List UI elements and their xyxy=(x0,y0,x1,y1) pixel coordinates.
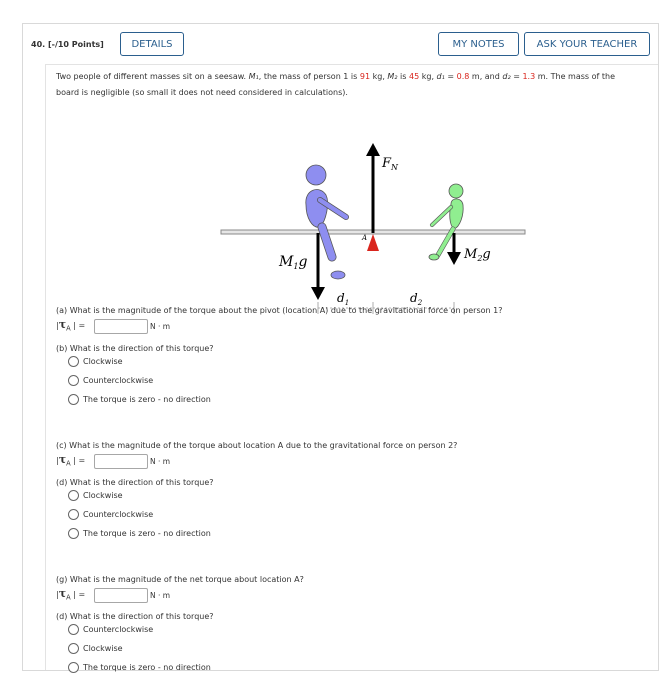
fn-label: $F_N$ xyxy=(382,156,399,172)
question-body xyxy=(45,64,658,670)
problem-statement: Two people of different masses sit on a seesaw. M₁, the mass of person 1 is 91 kg, M₂ is 45 kg, d₁ = 0.8 m, and d₂ = 1.3 m. The mass of the board is negligible (so small it does not need considered in calculations). xyxy=(56,72,616,97)
part-b-radio-3[interactable] xyxy=(68,394,79,405)
m2g-label: $M_2g$ xyxy=(464,247,491,263)
part-c-input[interactable] xyxy=(94,454,148,469)
seesaw-diagram xyxy=(166,105,506,307)
part-d2-radio-2[interactable] xyxy=(68,643,79,654)
person-2-figure xyxy=(429,184,463,260)
part-d-option-3: The torque is zero - no direction xyxy=(83,529,211,538)
details-button[interactable]: DETAILS xyxy=(120,32,184,56)
part-b-question: (b) What is the direction of this torque? xyxy=(56,344,214,353)
tau-a-symbol: $|\tau_A$ | = xyxy=(56,318,86,333)
m1-value: 91 xyxy=(359,72,371,81)
part-a-input[interactable] xyxy=(94,319,148,334)
question-card xyxy=(22,23,659,671)
d2-label: $d_2$ xyxy=(410,291,423,307)
my-notes-button[interactable]: MY NOTES xyxy=(438,32,519,56)
part-c-unit: N · m xyxy=(150,457,171,466)
m1g-label: $M_1g$ xyxy=(279,254,308,271)
m2-value: 45 xyxy=(409,72,420,81)
part-b-option-3: The torque is zero - no direction xyxy=(83,395,211,404)
d1-label: $d_1$ xyxy=(337,291,350,307)
part-b-option-2: Counterclockwise xyxy=(83,376,154,385)
part-d-radio-1[interactable] xyxy=(68,490,79,501)
question-number xyxy=(31,40,104,49)
person-1-figure xyxy=(306,165,346,279)
part-d2-radio-1[interactable] xyxy=(68,624,79,635)
part-g-question: (g) What is the magnitude of the net torque about location A? xyxy=(56,575,304,584)
part-g-input[interactable] xyxy=(94,588,148,603)
part-a-question: (a) What is the magnitude of the torque about the pivot (location A) due to the gravitational force on person 1? xyxy=(56,306,503,315)
question-number-text: 40. xyxy=(31,40,46,49)
points-label: [-/10 Points] xyxy=(47,40,104,49)
part-d2-option-2: Clockwise xyxy=(83,644,123,653)
part-d2-question: (d) What is the direction of this torque? xyxy=(56,612,214,621)
part-d-radio-3[interactable] xyxy=(68,528,79,539)
part-a-unit: N · m xyxy=(150,322,171,331)
part-d-option-1: Clockwise xyxy=(83,491,123,500)
part-g-unit: N · m xyxy=(150,591,171,600)
part-d2-radio-3[interactable] xyxy=(68,662,79,673)
question-header xyxy=(23,24,658,64)
part-d-option-2: Counterclockwise xyxy=(83,510,154,519)
part-b-option-1: Clockwise xyxy=(83,357,123,366)
d2-value: 1.3 xyxy=(522,72,536,81)
pivot-label: A xyxy=(362,234,368,242)
part-d-question: (d) What is the direction of this torque? xyxy=(56,478,214,487)
d1-value: 0.8 xyxy=(456,72,470,81)
part-b-radio-1[interactable] xyxy=(68,356,79,367)
part-b-radio-2[interactable] xyxy=(68,375,79,386)
tau-c-symbol: $|\tau_A$ | = xyxy=(56,453,86,468)
part-d-radio-2[interactable] xyxy=(68,509,79,520)
pivot-triangle xyxy=(367,234,379,251)
part-c-question: (c) What is the magnitude of the torque about location A due to the gravitational force on person 2? xyxy=(56,441,458,450)
part-d2-option-1: Counterclockwise xyxy=(83,625,154,634)
tau-g-symbol: $|\tau_A$ | = xyxy=(56,587,86,602)
ask-your-teacher-button[interactable]: ASK YOUR TEACHER xyxy=(524,32,650,56)
part-d2-option-3: The torque is zero - no direction xyxy=(83,663,211,672)
